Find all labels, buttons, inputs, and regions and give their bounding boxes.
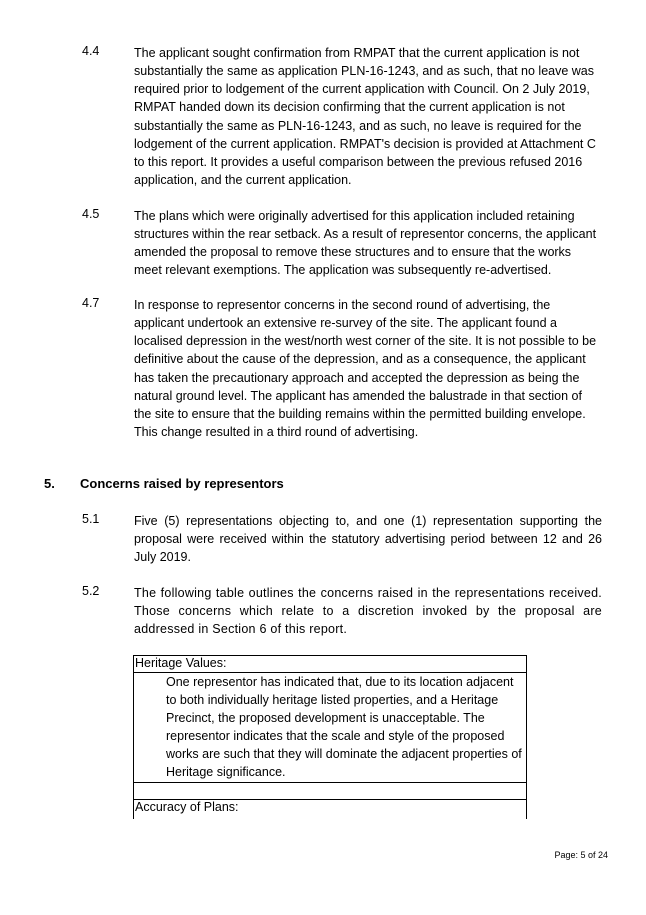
paragraph-number: 5.1 bbox=[82, 512, 100, 526]
accuracy-heading: Accuracy of Plans: bbox=[135, 800, 239, 814]
paragraph-text: The plans which were originally advertised for this application included retaining structures within the rear setback. As a result of representor concerns, the applicant amended the proposal to remove these structures and to ensure that the works meet relevant exemptions. The application was subsequently re-advertised. bbox=[134, 209, 597, 278]
table-border-right bbox=[526, 655, 527, 819]
table-row-divider bbox=[133, 782, 527, 783]
paragraph-text: Five (5) representations objecting to, and one (1) representation supporting the proposal were received within the statutory advertising period between 12 and 26 July 2019. bbox=[134, 514, 602, 565]
page-number: Page: 5 of 24 bbox=[554, 850, 608, 860]
heritage-heading: Heritage Values: bbox=[135, 656, 227, 670]
concerns-table bbox=[133, 655, 527, 819]
paragraph-text: In response to representor concerns in the second round of advertising, the applicant undertook an extensive re-survey of the site. The applicant found a localised depression in the west/north west corner of the site. It is not possible to be definitive about the cause of the depression, and as a consequence, the applicant has taken the precautionary approach and accepted the depression as being the natural ground level. The applicant has amended the balustrade in that section of the site to ensure that the building remains within the permitted building envelope. This change resulted in a third round of advertising. bbox=[134, 298, 597, 440]
paragraph-text: The applicant sought confirmation from RMPAT that the current application is not substantially the same as application PLN-16-1243, and as such, that no leave was required prior to lodgement of the current application with Council. On 2 July 2019, RMPAT handed down its decision confirming that the current application is not substantially the same as PLN-16-1243, and as such, no leave is required for the lodgement of the current application. RMPAT's decision is provided at Attachment C to this report. It provides a useful comparison between the previous refused 2016 application, and the current application. bbox=[134, 46, 596, 188]
paragraph-number: 4.7 bbox=[82, 296, 100, 310]
paragraph-number: 5.2 bbox=[82, 584, 100, 598]
section-number: 5. bbox=[44, 476, 55, 491]
heritage-text: One representor has indicated that, due to its location adjacent to both individually heritage listed properties, and a Heritage Precinct, the proposed development is unacceptable. The representor indicates that the scale and style of the proposed works are such that they will dominate the adjacent properties of Heritage significance. bbox=[166, 675, 522, 780]
paragraph-text: The following table outlines the concerns raised in the representations received. Those concerns which relate to a discretion invoked by the proposal are addressed in Section 6 of this report. bbox=[134, 586, 602, 637]
paragraph-number: 4.4 bbox=[82, 44, 100, 58]
table-border-left bbox=[133, 655, 134, 819]
section-title: Concerns raised by representors bbox=[80, 476, 284, 491]
paragraph-number: 4.5 bbox=[82, 207, 100, 221]
